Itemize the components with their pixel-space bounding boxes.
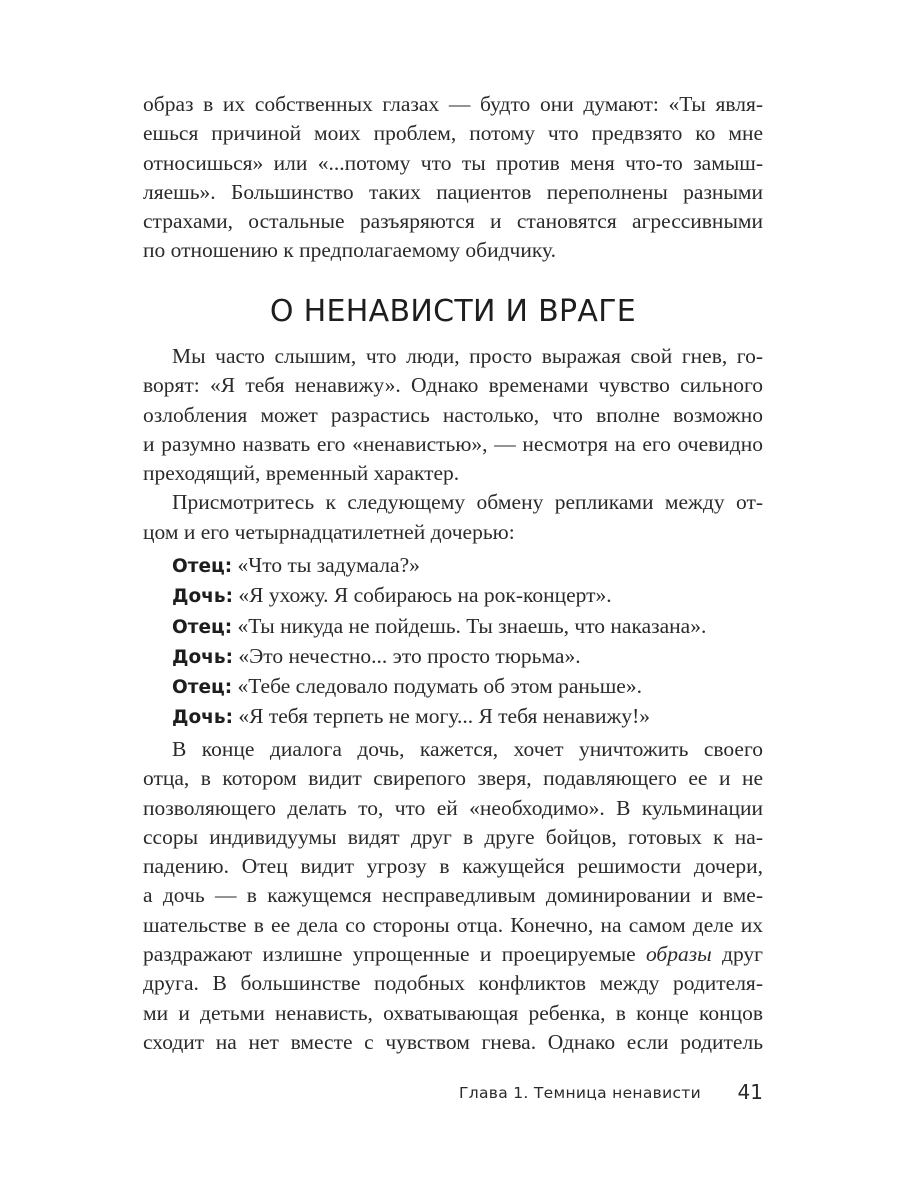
text-line: ешься причиной моих проблем, потому что предвзято ко мне — [143, 121, 763, 146]
speaker-label: Дочь: — [172, 646, 233, 668]
text-line: цом и его четырнадцатилетней дочерью: — [143, 519, 515, 544]
text-fragment: раздражают излишне упрощенные и проецируемые — [143, 942, 646, 967]
dialogue-text: «Я тебя терпеть не могу... Я тебя ненавижу!» — [232, 704, 651, 729]
text-line: Присмотритесь к следующему обмену репликами между от- — [172, 490, 763, 515]
dialogue-text: «Тебе следовало подумать об этом раньше». — [232, 674, 642, 699]
speaker-label: Дочь: — [172, 586, 233, 608]
dialogue-text: «Это нечестно... это просто тюрьма». — [232, 643, 581, 668]
running-head: Глава 1. Темница ненависти — [459, 1084, 701, 1102]
dialogue-text: «Что ты задумала?» — [232, 553, 420, 577]
speaker-label: Отец: — [172, 677, 233, 699]
text-line: Мы часто слышим, что люди, просто выражая свой гнев, го- — [172, 344, 763, 368]
text-line: страхами, остальные разъяряются и становятся агрессивными — [143, 209, 763, 234]
text-line: ми и детьми ненависть, охватывающая ребенка, в конце концов — [143, 1000, 763, 1025]
dialogue-text: «Я ухожу. Я собираюсь на рок-концерт». — [232, 583, 612, 608]
text-line: падению. Отец видит угрозу в кажущейся решимости дочери, — [143, 854, 763, 879]
italic-emphasis: образы — [645, 942, 712, 967]
text-line: ворят: «Я тебя ненавижу». Однако временами чувство сильного — [143, 373, 763, 398]
dialogue-line — [172, 672, 763, 702]
text-line: образ в их собственных глазах — будто они думают: «Ты явля- — [143, 92, 763, 116]
text-line: ссоры индивидуумы видят друг в друге бойцов, готовых к на- — [143, 824, 763, 849]
body-paragraphs — [143, 342, 763, 547]
text-line: преходящий, временный характер. — [143, 461, 460, 486]
dialogue-text: «Ты никуда не пойдешь. Ты знаешь, что наказана». — [232, 613, 707, 638]
dialogue-line — [172, 642, 763, 672]
section-heading: О НЕНАВИСТИ И ВРАГЕ — [269, 294, 637, 329]
text-line: отца, в котором видит свирепого зверя, подавляющего ее и не — [143, 766, 763, 791]
text-line: озлобления может разрастись настолько, что вполне возможно — [143, 402, 763, 427]
speaker-label: Отец: — [172, 556, 233, 577]
text-line: относишься» или «...потому что ты против меня что-то замыш- — [143, 150, 763, 175]
text-fragment: друг — [711, 942, 763, 967]
speaker-label: Дочь: — [172, 707, 233, 729]
text-line — [143, 940, 763, 969]
text-line: позволяющего делать то, что ей «необходимо». В кульминации — [143, 795, 763, 820]
dialogue-line — [172, 702, 763, 732]
closing-paragraph — [143, 735, 763, 1057]
text-line: ляешь». Большинство таких пациентов переполнены разными — [143, 179, 763, 204]
text-line: В конце диалога дочь, кажется, хочет уничтожить своего — [172, 737, 763, 761]
dialogue-line — [172, 551, 763, 581]
text-line: сходит на нет вместе с чувством гнева. Однако если родитель — [143, 1029, 763, 1054]
dialogue-line — [172, 581, 763, 611]
dialogue-block — [172, 551, 763, 733]
text-line: по отношению к предполагаемому обидчику. — [143, 238, 556, 263]
speaker-label: Отец: — [172, 616, 233, 638]
page-number: 41 — [737, 1080, 763, 1104]
dialogue-line — [172, 612, 763, 642]
text-line: а дочь — в кажущемся несправедливым доминировании и вме- — [143, 883, 763, 908]
text-line: и разумно назвать его «ненавистью», — несмотря на его очевидно — [143, 431, 763, 456]
text-line: шательстве в ее дела со стороны отца. Конечно, на самом деле их — [143, 912, 763, 937]
intro-paragraph — [143, 90, 763, 266]
text-line: друга. В большинстве подобных конфликтов между родителя- — [143, 971, 763, 996]
